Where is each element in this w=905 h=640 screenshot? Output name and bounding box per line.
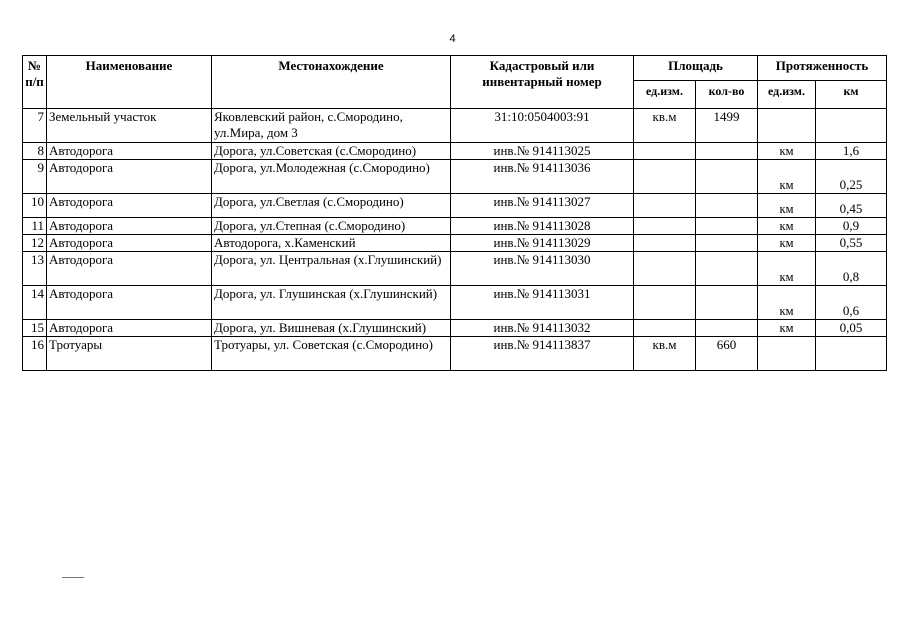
row-number: 13 <box>23 252 47 286</box>
row-length-value <box>816 337 887 371</box>
row-location: Дорога, ул.Степная (с.Смородино) <box>212 218 451 235</box>
row-location: Яковлевский район, с.Смородино, ул.Мира, дом 3 <box>212 109 451 143</box>
row-area-qty <box>696 320 758 337</box>
row-cadastral: инв.№ 914113028 <box>451 218 634 235</box>
header-name: Наименование <box>47 56 212 109</box>
row-length-value: 0,8 <box>816 252 887 286</box>
row-number: 12 <box>23 235 47 252</box>
row-name: Автодорога <box>47 235 212 252</box>
table-row <box>23 194 887 218</box>
row-cadastral: инв.№ 914113030 <box>451 252 634 286</box>
row-area-qty <box>696 252 758 286</box>
footer-divider <box>62 577 84 578</box>
row-area-qty <box>696 143 758 160</box>
row-length-unit <box>758 109 816 143</box>
row-cadastral: инв.№ 914113032 <box>451 320 634 337</box>
page-number: 4 <box>449 33 456 45</box>
row-length-value: 0,9 <box>816 218 887 235</box>
header-area-unit: ед.изм. <box>634 81 696 109</box>
row-length-value: 0,25 <box>816 160 887 194</box>
row-location: Тротуары, ул. Советская (с.Смородино) <box>212 337 451 371</box>
row-location: Дорога, ул. Центральная (х.Глушинский) <box>212 252 451 286</box>
row-area-qty: 660 <box>696 337 758 371</box>
row-length-unit: км <box>758 286 816 320</box>
row-number: 16 <box>23 337 47 371</box>
row-area-unit <box>634 286 696 320</box>
row-area-unit <box>634 194 696 218</box>
row-area-unit: кв.м <box>634 109 696 143</box>
row-number: 14 <box>23 286 47 320</box>
row-location: Дорога, ул.Светлая (с.Смородино) <box>212 194 451 218</box>
table-row <box>23 337 887 371</box>
row-length-unit <box>758 337 816 371</box>
header-area: Площадь <box>634 56 758 81</box>
property-registry-table <box>22 55 887 371</box>
row-length-unit: км <box>758 160 816 194</box>
row-cadastral: инв.№ 914113036 <box>451 160 634 194</box>
row-name: Автодорога <box>47 252 212 286</box>
row-number: 15 <box>23 320 47 337</box>
row-name: Автодорога <box>47 286 212 320</box>
row-location: Автодорога, х.Каменский <box>212 235 451 252</box>
row-length-value: 0,05 <box>816 320 887 337</box>
row-area-unit <box>634 218 696 235</box>
row-cadastral: 31:10:0504003:91 <box>451 109 634 143</box>
header-length-km: км <box>816 81 887 109</box>
table-row <box>23 109 887 143</box>
row-area-qty: 1499 <box>696 109 758 143</box>
row-location: Дорога, ул.Молодежная (с.Смородино) <box>212 160 451 194</box>
row-area-qty <box>696 218 758 235</box>
table-row <box>23 218 887 235</box>
header-length: Протяженность <box>758 56 887 81</box>
row-length-value <box>816 109 887 143</box>
row-area-unit <box>634 252 696 286</box>
row-length-unit: км <box>758 218 816 235</box>
header-row-main <box>23 56 887 81</box>
table-row <box>23 252 887 286</box>
table-row <box>23 320 887 337</box>
row-name: Автодорога <box>47 218 212 235</box>
row-number: 11 <box>23 218 47 235</box>
row-length-unit: км <box>758 320 816 337</box>
table-header <box>23 56 887 109</box>
row-area-unit <box>634 160 696 194</box>
row-length-unit: км <box>758 252 816 286</box>
header-location: Местонахождение <box>212 56 451 109</box>
row-name: Автодорога <box>47 194 212 218</box>
header-number: № п/п <box>23 56 47 109</box>
row-cadastral: инв.№ 914113027 <box>451 194 634 218</box>
row-area-unit <box>634 235 696 252</box>
row-area-qty <box>696 194 758 218</box>
row-area-unit: кв.м <box>634 337 696 371</box>
row-length-unit: км <box>758 194 816 218</box>
row-area-unit <box>634 143 696 160</box>
row-area-qty <box>696 235 758 252</box>
row-length-unit: км <box>758 143 816 160</box>
row-location: Дорога, ул. Вишневая (х.Глушинский) <box>212 320 451 337</box>
row-name: Автодорога <box>47 320 212 337</box>
table-row <box>23 235 887 252</box>
row-length-unit: км <box>758 235 816 252</box>
table-row <box>23 143 887 160</box>
row-location: Дорога, ул. Глушинская (х.Глушинский) <box>212 286 451 320</box>
row-area-qty <box>696 160 758 194</box>
row-number: 7 <box>23 109 47 143</box>
row-cadastral: инв.№ 914113837 <box>451 337 634 371</box>
row-area-unit <box>634 320 696 337</box>
row-name: Земельный участок <box>47 109 212 143</box>
header-cadastral: Кадастровый или инвентарный номер <box>451 56 634 109</box>
row-length-value: 0,45 <box>816 194 887 218</box>
row-name: Тротуары <box>47 337 212 371</box>
row-length-value: 1,6 <box>816 143 887 160</box>
row-length-value: 0,55 <box>816 235 887 252</box>
row-location: Дорога, ул.Советская (с.Смородино) <box>212 143 451 160</box>
row-number: 9 <box>23 160 47 194</box>
header-length-unit: ед.изм. <box>758 81 816 109</box>
row-cadastral: инв.№ 914113029 <box>451 235 634 252</box>
row-name: Автодорога <box>47 160 212 194</box>
row-cadastral: инв.№ 914113025 <box>451 143 634 160</box>
row-number: 8 <box>23 143 47 160</box>
row-number: 10 <box>23 194 47 218</box>
row-cadastral: инв.№ 914113031 <box>451 286 634 320</box>
row-area-qty <box>696 286 758 320</box>
row-name: Автодорога <box>47 143 212 160</box>
row-length-value: 0,6 <box>816 286 887 320</box>
table-row <box>23 160 887 194</box>
table-row <box>23 286 887 320</box>
table-body <box>23 109 887 371</box>
header-area-qty: кол-во <box>696 81 758 109</box>
